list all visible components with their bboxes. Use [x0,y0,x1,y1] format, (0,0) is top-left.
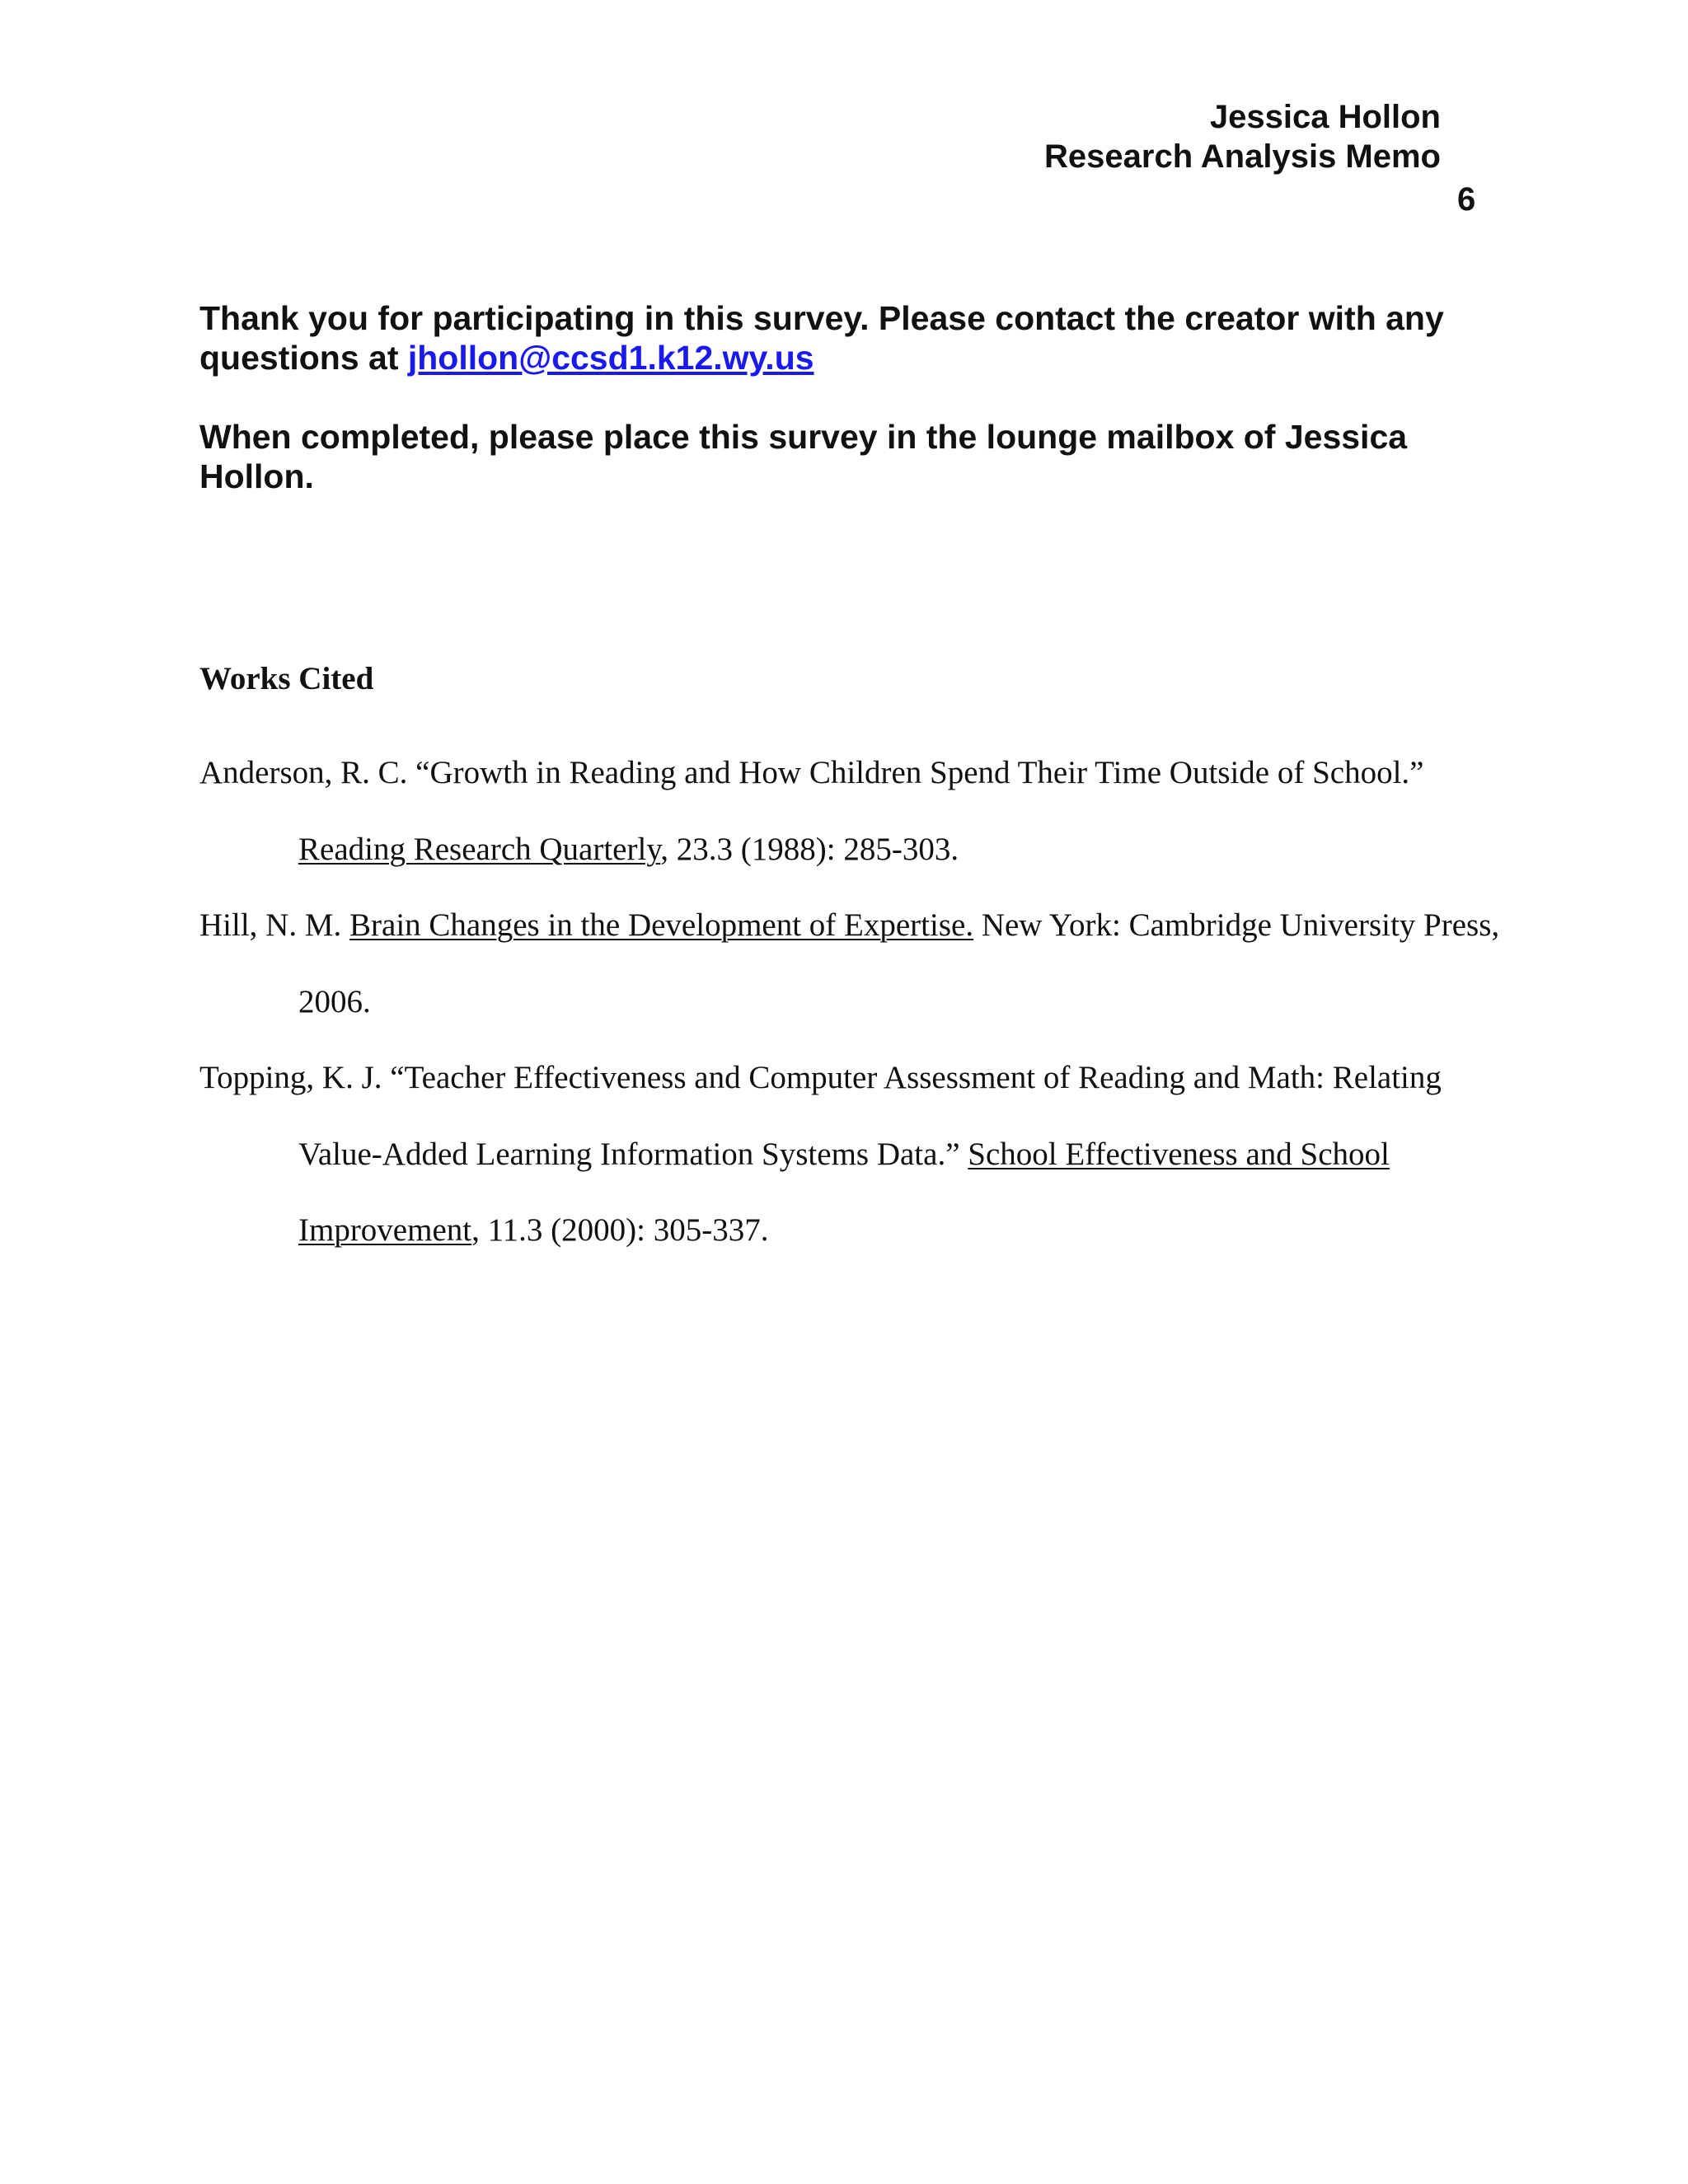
works-cited-list [199,735,1502,1269]
citation-author-part: Hill, N. M. [199,907,350,943]
mailbox-instruction: When completed, please place this survey in the lounge mailbox of Jessica Hollon. [199,418,1408,495]
citation-author-part: Anderson, R. C. “Growth in Reading and How Children Spend Their Time Outside of School.” [199,755,1424,790]
citation-source-title: Brain Changes in the Development of Expertise. [349,907,974,943]
header-title: Research Analysis Memo [1044,138,1441,175]
citation-anderson [199,735,1502,888]
survey-thanks-notice [199,298,1485,377]
page-number: 6 [1457,181,1476,218]
citation-publication-part: New York: Cambridge University Press, 2006. [298,907,1500,1019]
running-header [1044,97,1441,176]
header-author: Jessica Hollon [1209,99,1441,135]
survey-thanks-text: Thank you for participating in this survey. Please contact the creator with any questions at [199,299,1444,377]
citation-hill [199,888,1502,1040]
citation-topping [199,1040,1502,1269]
citation-publication-part: , 23.3 (1988): 285-303. [660,831,959,867]
citation-author-part: Topping, K. J. “Teacher Effectiveness and Computer Assessment of Reading and Math: Relating Value-Added Learning Information Systems Data.” [199,1060,1442,1172]
citation-publication-part: , 11.3 (2000): 305-337. [471,1212,769,1248]
citation-source-title: School Effectiveness and School Improvement [298,1136,1390,1248]
contact-email-link[interactable]: jhollon@ccsd1.k12.wy.us [407,339,814,377]
works-cited-heading: Works Cited [199,661,374,696]
citation-source-title: Reading Research Quarterly [298,831,661,867]
